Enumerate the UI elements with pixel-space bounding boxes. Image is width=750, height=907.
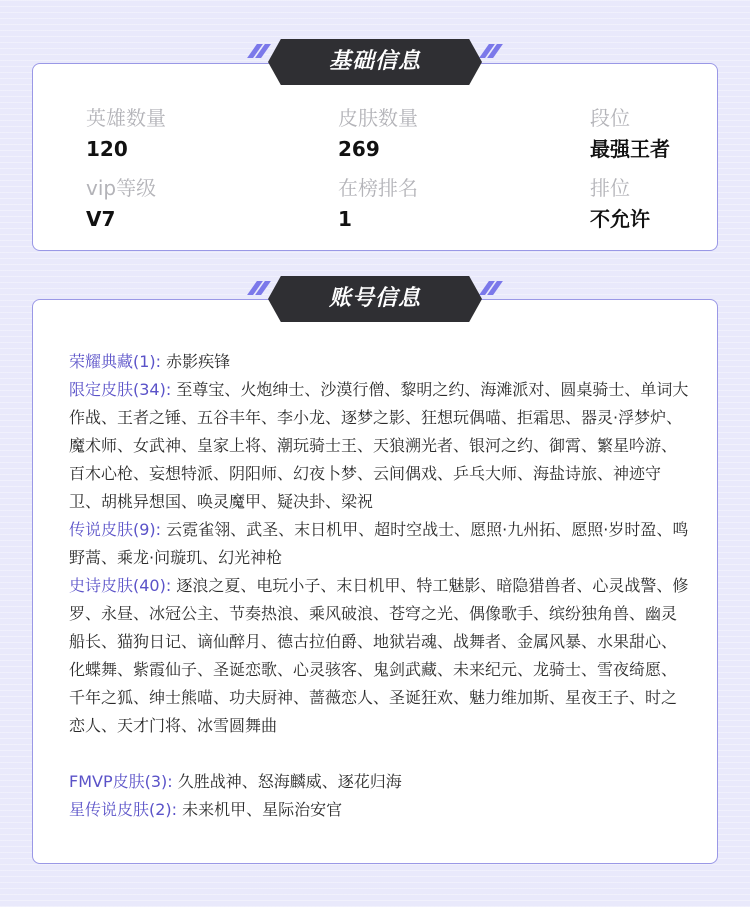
- skin-category-items: 逐浪之夏、电玩小子、末日机甲、特工魅影、暗隐猎兽者、心灵战警、修罗、永昼、冰冠公主、节奏热浪、乘风破浪、苍穹之光、偶像歌手、缤纷独角兽、幽灵船长、猫狗日记、谪仙醉月、德古拉伯爵、地狱岩魂、战舞者、金属风暴、水果甜心、化蝶舞、紫霞仙子、圣诞恋歌、心灵骇客、鬼剑武藏、未来纪元、龙骑士、雪夜绮愿、千年之狐、绅士熊喵、功夫厨神、蔷薇恋人、圣诞狂欢、魅力维加斯、星夜王子、时之恋人、天才门将、冰雪圆舞曲: [69, 576, 689, 735]
- skin-category-label: 传说皮肤(9):: [69, 520, 162, 539]
- skin-row-limited: [69, 376, 689, 516]
- skin-category-items: 云霓雀翎、武圣、末日机甲、超时空战士、愿照·九州拓、愿照·岁时盈、鸣野蒿、乘龙·问璇玑、幻光神枪: [69, 520, 689, 567]
- stat-label: 段位: [590, 106, 630, 130]
- skin-category-label: FMVP皮肤(3):: [69, 772, 173, 791]
- skin-category-items: 久胜战神、怒海麟威、逐花归海: [177, 772, 402, 791]
- section-title: 账号信息: [328, 286, 421, 311]
- stat-ranked-allowed: [590, 176, 650, 231]
- stat-label: 英雄数量: [86, 106, 166, 130]
- section-banner-basic: [248, 39, 502, 85]
- stat-label: 排位: [590, 176, 630, 200]
- skin-row-legend: [69, 516, 689, 572]
- account-info-card: [32, 299, 718, 864]
- stat-skin-count: [338, 106, 418, 161]
- skin-list: [69, 348, 689, 824]
- stat-value: 最强王者: [590, 137, 670, 161]
- stat-label: vip等级: [86, 176, 157, 200]
- stat-value: 1: [338, 207, 352, 231]
- skin-category-label: 史诗皮肤(40):: [69, 576, 172, 595]
- stat-value: 269: [338, 137, 380, 161]
- stat-value: 120: [86, 137, 128, 161]
- basic-info-card: [32, 63, 718, 251]
- skin-category-label: 限定皮肤(34):: [69, 380, 172, 399]
- skin-row-honor: [69, 348, 689, 376]
- stat-rank-tier: [590, 106, 670, 161]
- skin-category-label: 星传说皮肤(2):: [69, 800, 178, 819]
- skin-category-label: 荣耀典藏(1):: [69, 352, 162, 371]
- section-title: 基础信息: [328, 49, 421, 74]
- spacer: [69, 740, 689, 768]
- skin-category-items: 至尊宝、火炮绅士、沙漠行僧、黎明之约、海滩派对、圆桌骑士、单词大作战、王者之锤、五谷丰年、李小龙、逐梦之影、狂想玩偶喵、拒霜思、器灵·浮梦炉、魔术师、女武神、皇家上将、潮玩骑士王、天狼溯光者、银河之约、御霄、繁星吟游、百木心枪、妄想特派、阴阳师、幻夜卜梦、云间偶戏、乒乓大师、海盐诗旅、神迹守卫、胡桃异想国、唤灵魔甲、疑决卦、梁祝: [69, 380, 689, 511]
- stat-value: V7: [86, 207, 116, 231]
- skin-row-fmvp: [69, 768, 689, 796]
- stat-label: 皮肤数量: [338, 106, 418, 130]
- skin-category-items: 赤影疾锋: [166, 352, 231, 371]
- skin-category-items: 未来机甲、星际治安官: [182, 800, 343, 819]
- stat-hero-count: [86, 106, 166, 161]
- section-banner-account: [248, 276, 502, 322]
- stat-vip-level: [86, 176, 156, 231]
- stat-label: 在榜排名: [338, 176, 418, 200]
- skin-row-star-legend: [69, 796, 689, 824]
- stat-leaderboard-rank: [338, 176, 418, 231]
- stat-value: 不允许: [590, 207, 650, 231]
- skin-row-epic: [69, 572, 689, 740]
